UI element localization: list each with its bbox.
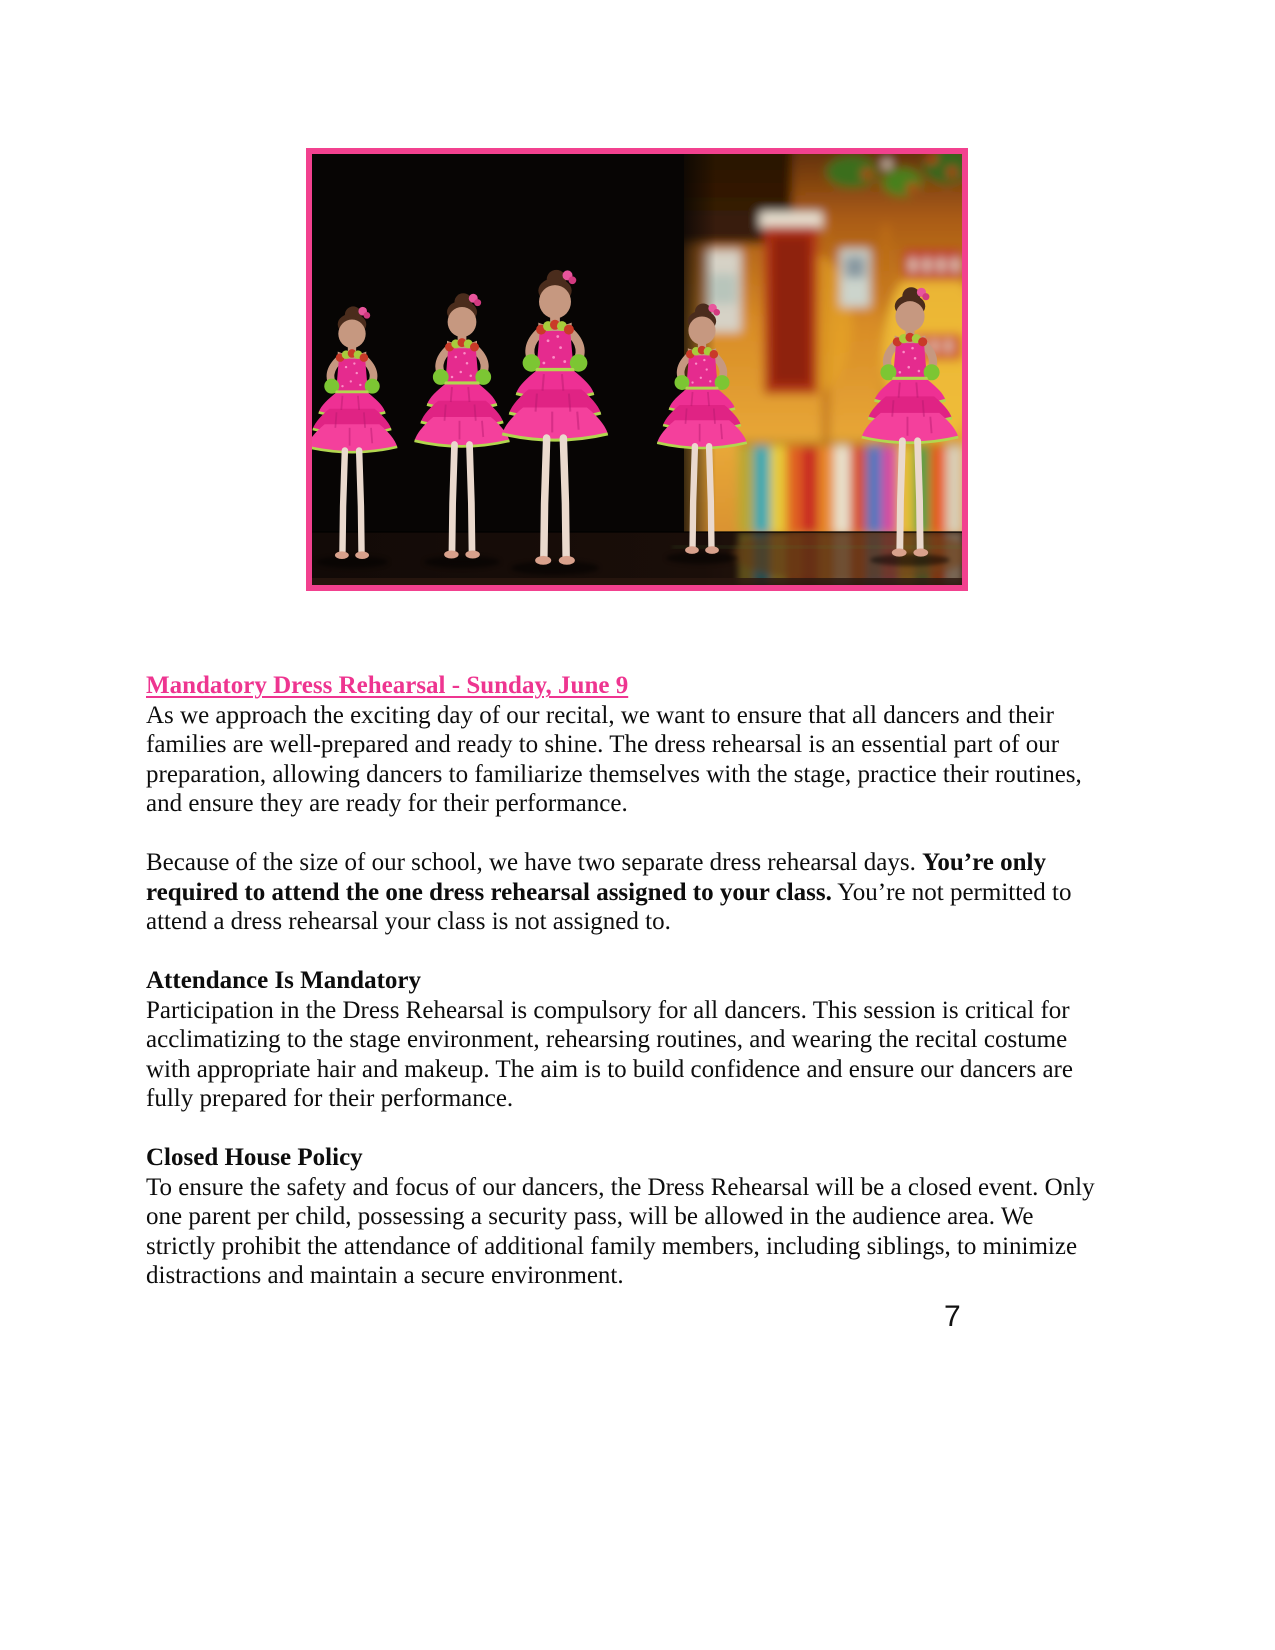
section-heading bbox=[146, 671, 1096, 701]
page-number: 7 bbox=[944, 1300, 961, 1333]
document-body bbox=[146, 671, 1096, 1291]
subheading-attendance: Attendance Is Mandatory bbox=[146, 967, 421, 994]
section-heading-text: Mandatory Dress Rehearsal - Sunday, June 9 bbox=[146, 672, 629, 699]
paragraph-rehearsal-days bbox=[146, 848, 1096, 937]
paragraph-intro: As we approach the exciting day of our recital, we want to ensure that all dancers and their families are well-prepared and ready to shine. The dress rehearsal is an essential part of our preparation, allowing dancers to familiarize themselves with the stage, practice their routines, and ensure they are ready for their performance. bbox=[146, 701, 1082, 817]
paragraph-attendance: Participation in the Dress Rehearsal is compulsory for all dancers. This session is critical for acclimatizing to the stage environment, rehearsing routines, and wearing the recital costume with appropriate hair and makeup. The aim is to build confidence and ensure our dancers are fully prepared for their performance. bbox=[146, 996, 1073, 1112]
subheading-closed-house: Closed House Policy bbox=[146, 1144, 363, 1171]
rehearsal-days-bold: You’re only required to attend the one dress rehearsal assigned to your class. bbox=[146, 849, 1046, 906]
stage-photo bbox=[306, 148, 968, 591]
rehearsal-days-end: You’re not permitted to attend a dress rehearsal your class is not assigned to. bbox=[146, 878, 1072, 935]
photo-floor bbox=[312, 526, 962, 585]
rehearsal-days-start: Because of the size of our school, we have two separate dress rehearsal days. bbox=[146, 849, 923, 876]
stage-curtain bbox=[312, 154, 684, 534]
stage-photo-graphic bbox=[312, 154, 962, 585]
paragraph-closed-house: To ensure the safety and focus of our dancers, the Dress Rehearsal will be a closed event. Only one parent per child, possessing a security pass, will be allowed in the audience area. We strictly prohibit the attendance of additional family members, including siblings, to minimize distractions and maintain a secure environment. bbox=[146, 1173, 1095, 1289]
